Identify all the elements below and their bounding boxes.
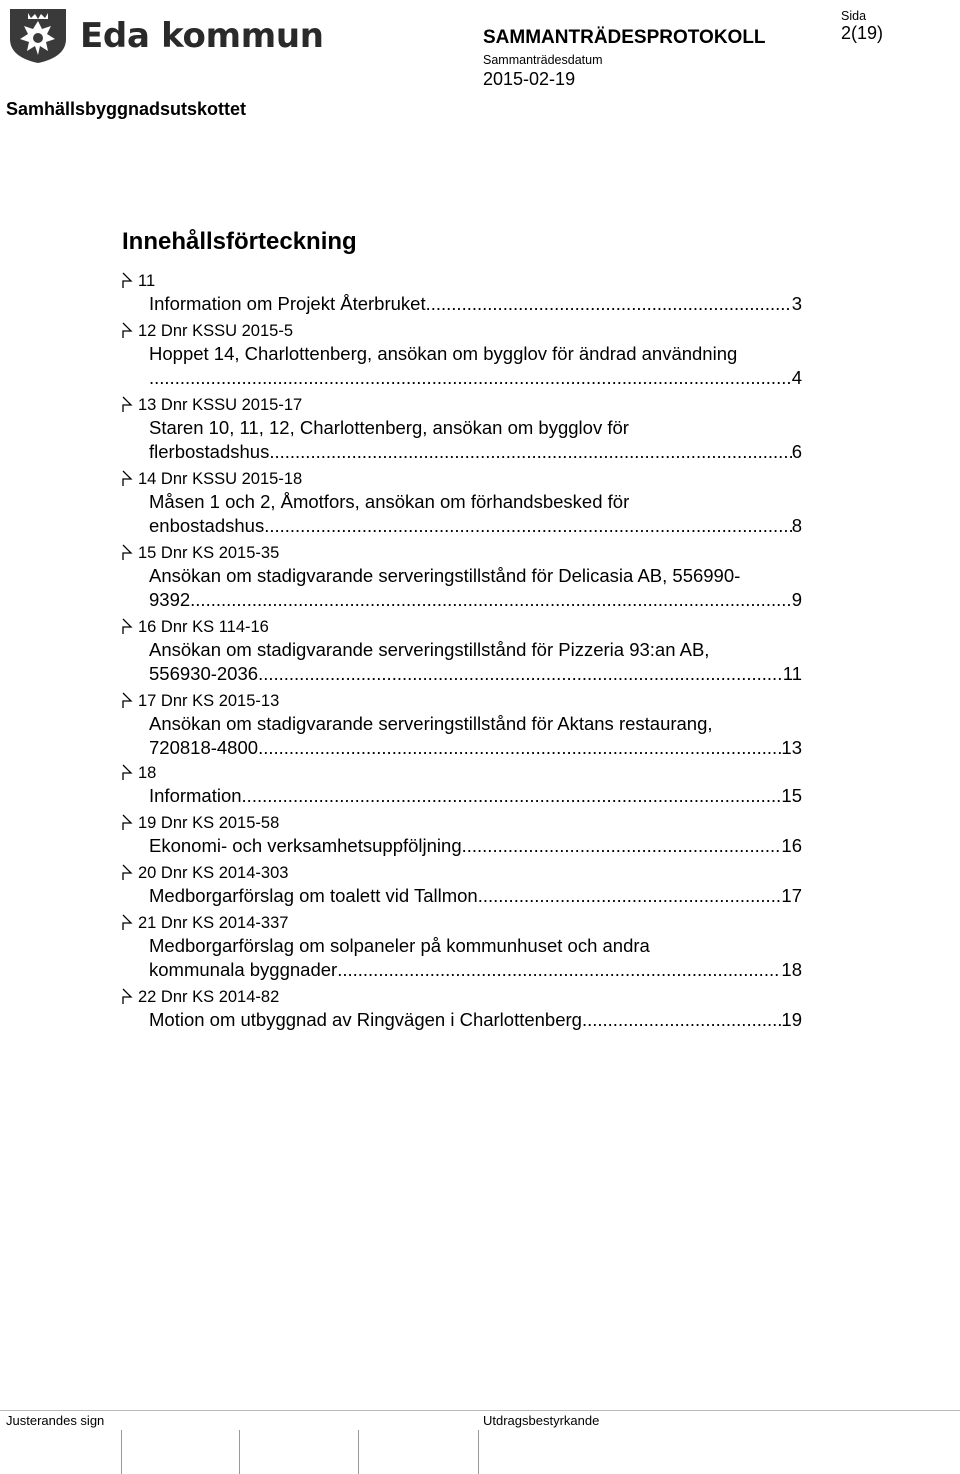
toc-page-number: 18 (781, 959, 802, 980)
collapse-arrow-icon (122, 272, 133, 288)
toc-entry-title: kommunala byggnader (149, 959, 338, 980)
toc-entry-number: 15 Dnr KS 2015-35 (138, 544, 280, 562)
toc-title: Innehållsförteckning (122, 228, 357, 255)
toc-entry-title: Staren 10, 11, 12, Charlottenberg, ansökan om bygglov för (149, 417, 629, 438)
toc-entry-title-last-line (122, 366, 802, 390)
toc-entry[interactable] (122, 690, 802, 760)
toc-entry-number: 18 (138, 764, 157, 782)
toc-entry[interactable] (122, 986, 802, 1032)
toc-entry-title: enbostadshus (149, 515, 265, 536)
collapse-arrow-icon (122, 470, 133, 486)
toc-page-number: 17 (781, 885, 802, 906)
toc-entry-heading (122, 690, 802, 712)
toc-entry[interactable] (122, 468, 802, 538)
toc-entry-heading (122, 616, 802, 638)
dot-leader (242, 784, 782, 808)
toc-entry-heading (122, 394, 802, 416)
dot-leader (462, 834, 782, 858)
toc-entry-title-last-line (122, 834, 802, 858)
toc-entry[interactable] (122, 762, 802, 808)
toc-entry-title-last-line (122, 884, 802, 908)
toc-entry-number: 16 Dnr KS 114-16 (138, 618, 269, 636)
toc-entry-heading (122, 468, 802, 490)
toc-entry-heading (122, 812, 802, 834)
page-number: 2(19) (841, 23, 884, 43)
collapse-arrow-icon (122, 764, 133, 780)
toc-entry-title: Motion om utbyggnad av Ringvägen i Charlottenberg (149, 1009, 582, 1030)
toc-entry-title-last-line (122, 958, 802, 982)
toc-entry[interactable] (122, 320, 802, 390)
collapse-arrow-icon (122, 914, 133, 930)
toc-page-number: 16 (781, 835, 802, 856)
document-type: SAMMANTRÄDESPROTOKOLL (483, 27, 766, 48)
toc-entry[interactable] (122, 862, 802, 908)
toc-entry-title: 720818-4800 (149, 737, 259, 758)
toc-entry-title-last-line (122, 1008, 802, 1032)
toc-entry-title-last-line (122, 662, 802, 686)
toc-entry-title: Medborgarförslag om toalett vid Tallmon (149, 885, 478, 906)
collapse-arrow-icon (122, 544, 133, 560)
toc-entry-title: Ekonomi- och verksamhetsuppföljning (149, 835, 462, 856)
toc-entry-title: 9392 (149, 589, 191, 610)
collapse-arrow-icon (122, 692, 133, 708)
toc-entry-title: Ansökan om stadigvarande serveringstillstånd för Pizzeria 93:an AB, (149, 639, 710, 660)
signature-box-divider (358, 1430, 359, 1474)
toc-entry-heading (122, 542, 802, 564)
toc-page-number: 9 (791, 589, 802, 610)
dot-leader (149, 366, 792, 390)
collapse-arrow-icon (122, 322, 133, 338)
toc-page-number: 8 (791, 515, 802, 536)
toc-entry-title: Information (149, 785, 242, 806)
footer-divider (0, 1410, 960, 1411)
dot-leader (337, 958, 781, 982)
toc-page-number: 13 (781, 737, 802, 758)
crown-star-coat-of-arms-icon (7, 5, 69, 65)
toc-entry-heading (122, 986, 802, 1008)
collapse-arrow-icon (122, 864, 133, 880)
committee-name: Samhällsbyggnadsutskottet (6, 99, 247, 119)
toc-entry-title-last-line (122, 588, 802, 612)
toc-entry-number: 19 Dnr KS 2015-58 (138, 814, 280, 832)
dot-leader (269, 440, 791, 464)
toc-page-number: 19 (781, 1009, 802, 1030)
toc-entry-number: 22 Dnr KS 2014-82 (138, 988, 280, 1006)
municipality-name: Eda kommun (80, 16, 324, 56)
toc-page-number: 3 (791, 293, 802, 314)
footer-extract-label: Utdragsbestyrkande (483, 1413, 600, 1428)
signature-box-divider (239, 1430, 240, 1474)
toc-entry-title: Ansökan om stadigvarande serveringstillstånd för Aktans restaurang, (149, 713, 713, 734)
toc-entry-title: 556930-2036 (149, 663, 259, 684)
toc-entry-title-last-line (122, 514, 802, 538)
toc-entry[interactable] (122, 394, 802, 464)
toc-entry-title: Medborgarförslag om solpaneler på kommunhuset och andra (149, 935, 650, 956)
toc-page-number: 4 (791, 367, 802, 388)
toc-entry-number: 17 Dnr KS 2015-13 (138, 692, 280, 710)
toc-entry-title: Information om Projekt Återbruket (149, 293, 426, 314)
toc-page-number: 6 (791, 441, 802, 462)
dot-leader (258, 736, 781, 760)
page-label: Sida (841, 9, 867, 23)
toc-entry-number: 12 Dnr KSSU 2015-5 (138, 322, 294, 340)
toc-entry-title: Hoppet 14, Charlottenberg, ansökan om bygglov för ändrad användning (149, 343, 738, 364)
toc-entry-heading (122, 320, 802, 342)
toc-entry[interactable] (122, 912, 802, 982)
dot-leader (190, 588, 792, 612)
toc-entry[interactable] (122, 812, 802, 858)
toc-entry-title-last-line (122, 292, 802, 316)
dot-leader (264, 514, 792, 538)
toc-entry-number: 13 Dnr KSSU 2015-17 (138, 396, 303, 414)
toc-entry-title: flerbostadshus (149, 441, 270, 462)
signature-box-divider (121, 1430, 122, 1474)
toc-entry-title-last-line (122, 784, 802, 808)
toc-entry-heading (122, 862, 802, 884)
toc-entry-number: 11 (138, 272, 156, 290)
toc-entry-heading (122, 270, 802, 292)
footer-signature-label: Justerandes sign (6, 1413, 105, 1428)
toc-entry[interactable] (122, 270, 802, 316)
dot-leader (478, 884, 782, 908)
dot-leader (258, 662, 783, 686)
meeting-date-label: Sammanträdesdatum (483, 53, 603, 67)
toc-entry-number: 20 Dnr KS 2014-303 (138, 864, 289, 882)
toc-entry-title-last-line (122, 736, 802, 760)
toc-entry-number: 21 Dnr KS 2014-337 (138, 914, 289, 932)
toc-page-number: 11 (782, 663, 802, 684)
meeting-date-value: 2015-02-19 (483, 69, 576, 89)
toc-entry[interactable] (122, 542, 802, 612)
toc-entry-title-last-line (122, 440, 802, 464)
toc-entry-heading (122, 912, 802, 934)
toc-entry[interactable] (122, 616, 802, 686)
collapse-arrow-icon (122, 618, 133, 634)
dot-leader (426, 292, 792, 316)
toc-page-number: 15 (781, 785, 802, 806)
signature-box-divider (478, 1430, 479, 1474)
toc-entry-number: 14 Dnr KSSU 2015-18 (138, 470, 303, 488)
collapse-arrow-icon (122, 814, 133, 830)
collapse-arrow-icon (122, 396, 133, 412)
dot-leader (582, 1008, 781, 1032)
toc-entry-title: Ansökan om stadigvarande serveringstillstånd för Delicasia AB, 556990- (149, 565, 741, 586)
collapse-arrow-icon (122, 988, 133, 1004)
toc-entry-title: Måsen 1 och 2, Åmotfors, ansökan om förhandsbesked för (149, 491, 630, 512)
toc-entry-heading (122, 762, 802, 784)
